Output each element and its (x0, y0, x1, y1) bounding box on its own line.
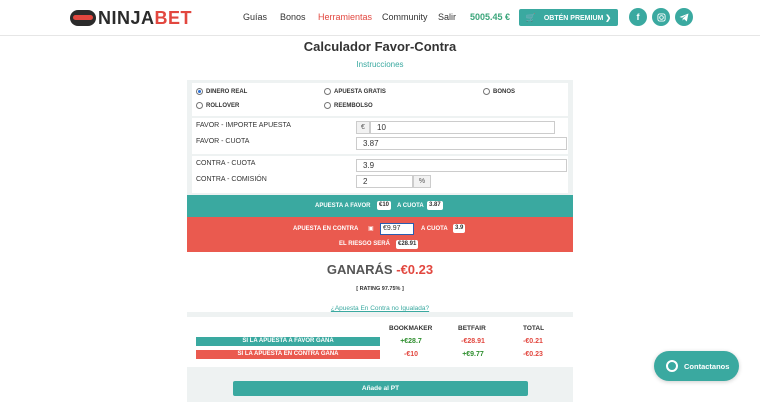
calculator (187, 80, 573, 402)
radio-dot (196, 102, 203, 109)
radio-reembolso[interactable] (324, 102, 373, 109)
bet-type-panel (192, 83, 568, 116)
percent-addon: % (413, 175, 431, 188)
favor-stake-input[interactable]: 10 (370, 121, 555, 134)
copy-icon[interactable]: ▣ (368, 226, 374, 232)
header-total: TOTAL (523, 325, 545, 332)
favor-odds-text: A CUOTA (397, 203, 424, 209)
unequal-lay-link[interactable]: ¿Apuesta En Contra no Igualada? (330, 305, 430, 312)
radio-apuesta-gratis[interactable] (324, 88, 386, 95)
radio-bonos[interactable] (483, 88, 515, 95)
winnings-value: -€0.23 (396, 262, 434, 277)
radio-rollover[interactable] (196, 102, 239, 109)
contact-label: Contactanos (684, 361, 730, 371)
instagram-icon[interactable] (652, 8, 670, 26)
nav-guias[interactable]: Guías (243, 12, 268, 22)
cell-betfair: -€28.91 (461, 338, 485, 345)
favor-stake-label: FAVOR - IMPORTE APUESTA (196, 122, 291, 129)
contra-odds-input[interactable]: 3.9 (356, 159, 567, 172)
contra-odds-chip: 3.9 (455, 225, 464, 231)
radio-dot (196, 88, 203, 95)
ninja-mask-icon (70, 10, 96, 26)
cell-bookmaker: -€10 (403, 351, 418, 358)
radio-label: DINERO REAL (206, 88, 248, 95)
cell-bookmaker: +€28.7 (400, 338, 422, 345)
row-label-contra-wins: SI LA APUESTA EN CONTRA GANA (196, 350, 380, 359)
contra-odds-text: A CUOTA (421, 226, 448, 232)
contra-amount-input[interactable]: €9.97 (380, 223, 414, 235)
chat-bubble-icon (666, 360, 678, 372)
contra-summary-band (187, 217, 573, 252)
risk-amount-chip: €28.91 (398, 241, 417, 247)
radio-label: BONOS (493, 88, 516, 95)
cell-total: -€0.23 (523, 351, 543, 358)
radio-label: ROLLOVER (206, 102, 240, 109)
header-bookmaker: BOOKMAKER (389, 325, 433, 332)
radio-dot (324, 102, 331, 109)
cell-betfair: +€9.77 (462, 351, 484, 358)
radio-label: REEMBOLSO (334, 102, 373, 109)
favor-summary-text: APUESTA A FAVOR (315, 203, 371, 209)
cell-total: -€0.21 (523, 338, 543, 345)
favor-panel (192, 118, 568, 154)
top-navbar (0, 0, 760, 36)
cart-icon: 🛒 (525, 13, 536, 22)
breakdown-table (187, 317, 573, 367)
page-title: Calculador Favor-Contra (303, 39, 457, 54)
winnings-label: GANARÁS (326, 262, 393, 277)
nav-salir[interactable]: Salir (438, 12, 457, 22)
favor-amount-chip: €10 (379, 202, 390, 208)
risk-text: EL RIESGO SERÁ (339, 241, 390, 247)
header-betfair: BETFAIR (458, 325, 486, 332)
currency-addon: € (356, 121, 370, 134)
rating: [ RATING 97.75% ] (356, 286, 404, 292)
favor-summary-band (187, 195, 573, 217)
contra-summary-text: APUESTA EN CONTRA (293, 226, 359, 232)
contact-button[interactable] (654, 351, 739, 381)
contra-odds-label: CONTRA - CUOTA (196, 160, 256, 167)
instructions-link[interactable]: Instrucciones (356, 60, 404, 69)
contra-panel (192, 156, 568, 193)
contra-commission-input[interactable]: 2 (356, 175, 413, 188)
contra-commission-label: CONTRA - COMISIÓN (196, 176, 267, 183)
get-premium-button[interactable] (519, 9, 618, 26)
get-premium-label: OBTÉN PREMIUM ❯ (543, 14, 612, 22)
nav-bonos[interactable]: Bonos (280, 12, 306, 22)
favor-odds-input[interactable]: 3.87 (356, 137, 567, 150)
nav-community[interactable]: Community (382, 12, 428, 22)
logo-text-bet: BET (154, 7, 193, 28)
favor-odds-chip: 3.87 (429, 202, 441, 208)
ninjabet-logo[interactable] (70, 8, 192, 28)
winnings (187, 262, 573, 277)
account-balance: 5005.45 € (470, 12, 511, 22)
logo-text-ninja: NINJA (98, 7, 155, 28)
radio-label: APUESTA GRATIS (334, 88, 386, 95)
radio-dot (483, 88, 490, 95)
favor-odds-label: FAVOR - CUOTA (196, 138, 250, 145)
result-panel (187, 252, 573, 312)
add-to-pt-button[interactable]: Añade al PT (233, 381, 528, 396)
radio-dinero-real[interactable] (196, 88, 247, 95)
radio-dot (324, 88, 331, 95)
row-label-favor-wins: SI LA APUESTA A FAVOR GANA (196, 337, 380, 346)
nav-herramientas[interactable]: Herramientas (318, 12, 373, 22)
telegram-icon[interactable] (675, 8, 693, 26)
facebook-icon[interactable]: f (629, 8, 647, 26)
